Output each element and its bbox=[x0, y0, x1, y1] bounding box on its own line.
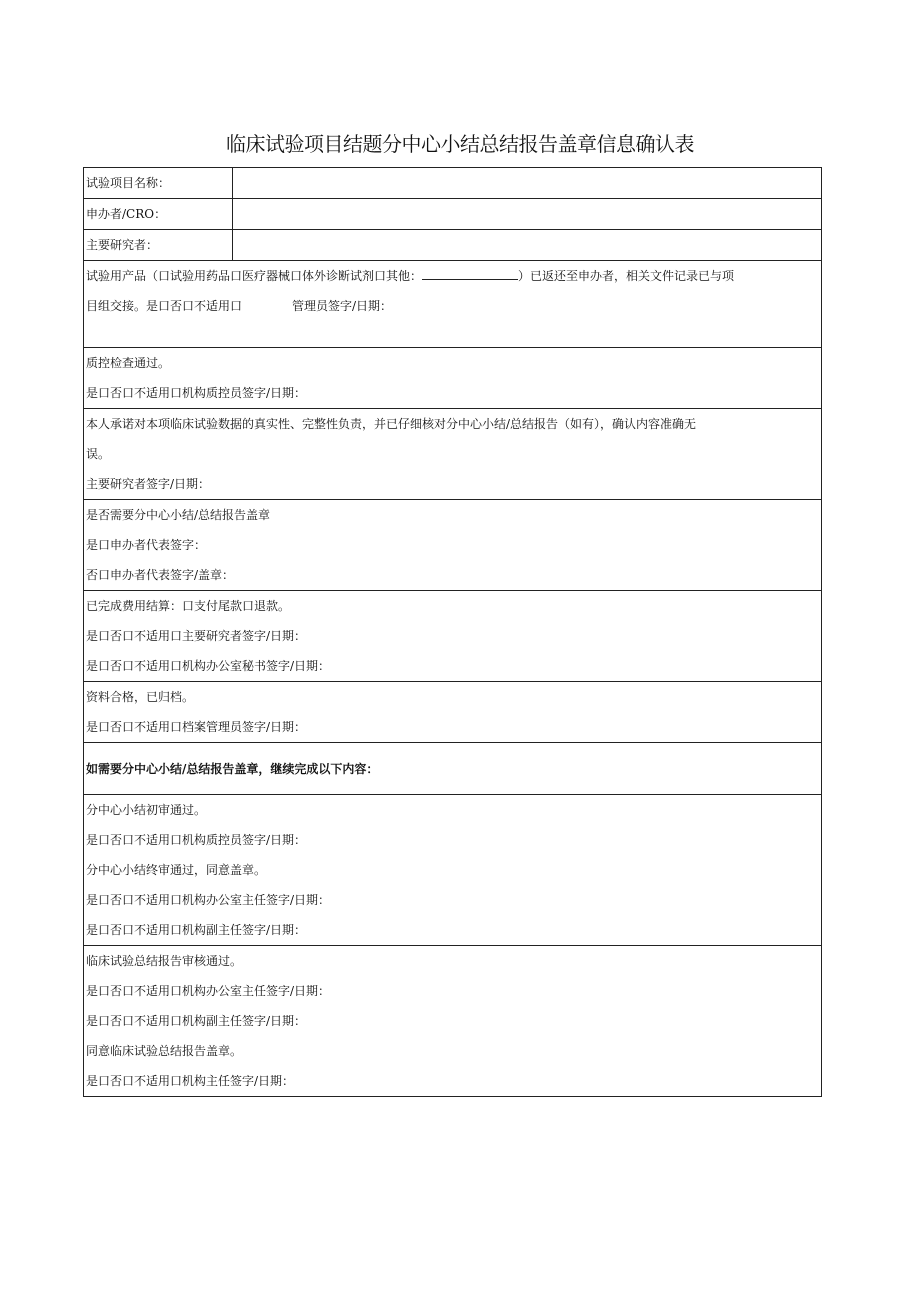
summary-line-1: 临床试验总结报告审核通过。 bbox=[86, 954, 243, 968]
row-project-name bbox=[84, 168, 822, 199]
product-line-2 bbox=[86, 291, 821, 321]
summary-line-5: 是口否口不适用口机构主任签字/日期： bbox=[86, 1074, 295, 1088]
row-commitment bbox=[84, 409, 822, 500]
confirmation-form-table bbox=[83, 167, 822, 1097]
seal-line-3: 否口申办者代表签字/盖章： bbox=[86, 568, 235, 582]
cell-section-heading bbox=[84, 743, 822, 795]
label-project-name: 试验项目名称： bbox=[84, 168, 233, 199]
field-pi[interactable] bbox=[233, 230, 822, 261]
row-archive bbox=[84, 682, 822, 743]
row-seal-need bbox=[84, 500, 822, 591]
label-sponsor: 申办者/CRO： bbox=[84, 199, 233, 230]
seal-line-1: 是否需要分中心小结/总结报告盖章 bbox=[86, 508, 271, 522]
qc-line-2: 是口否口不适用口机构质控员签字/日期： bbox=[86, 386, 307, 400]
cell-qc bbox=[84, 348, 822, 409]
row-sub-center bbox=[84, 795, 822, 946]
summary-line-4: 同意临床试验总结报告盖章。 bbox=[86, 1044, 243, 1058]
payment-line-2: 是口否口不适用口主要研究者签字/日期： bbox=[86, 629, 307, 643]
sub-line-3: 分中心小结终审通过，同意盖章。 bbox=[86, 863, 267, 877]
cell-summary bbox=[84, 946, 822, 1097]
section-heading: 如需要分中心小结/总结报告盖章，继续完成以下内容： bbox=[86, 761, 379, 776]
sub-line-5: 是口否口不适用口机构副主任签字/日期： bbox=[86, 923, 307, 937]
row-sponsor bbox=[84, 199, 822, 230]
commit-line-1: 本人承诺对本项临床试验数据的真实性、完整性负责，并已仔细核对分中心小结/总结报告（如有），确认内容准确无 bbox=[86, 417, 697, 431]
sub-line-2: 是口否口不适用口机构质控员签字/日期： bbox=[86, 833, 307, 847]
row-pi bbox=[84, 230, 822, 261]
commit-line-2: 误。 bbox=[86, 447, 111, 461]
sub-line-4: 是口否口不适用口机构办公室主任签字/日期： bbox=[86, 893, 331, 907]
cell-seal-need bbox=[84, 500, 822, 591]
cell-product-return bbox=[84, 261, 822, 348]
row-payment bbox=[84, 591, 822, 682]
row-summary bbox=[84, 946, 822, 1097]
product-text-a: 试验用产品（口试验用药品口医疗器械口体外诊断试剂口其他： bbox=[86, 269, 423, 283]
row-qc bbox=[84, 348, 822, 409]
product-text-c: 目组交接。是口否口不适用口 bbox=[86, 299, 243, 313]
field-sponsor[interactable] bbox=[233, 199, 822, 230]
label-pi: 主要研究者： bbox=[84, 230, 233, 261]
archive-line-1: 资料合格，已归档。 bbox=[86, 690, 195, 704]
cell-commitment bbox=[84, 409, 822, 500]
archive-line-2: 是口否口不适用口档案管理员签字/日期： bbox=[86, 720, 307, 734]
summary-line-3: 是口否口不适用口机构副主任签字/日期： bbox=[86, 1014, 307, 1028]
cell-archive bbox=[84, 682, 822, 743]
summary-line-2: 是口否口不适用口机构办公室主任签字/日期： bbox=[86, 984, 331, 998]
sub-line-1: 分中心小结初审通过。 bbox=[86, 803, 207, 817]
product-line-1 bbox=[86, 261, 821, 291]
payment-line-1: 已完成费用结算：口支付尾款口退款。 bbox=[86, 599, 291, 613]
field-project-name[interactable] bbox=[233, 168, 822, 199]
page-title: 临床试验项目结题分中心小结总结报告盖章信息确认表 bbox=[226, 132, 694, 156]
qc-line-1: 质控检查通过。 bbox=[86, 356, 171, 370]
seal-line-2: 是口申办者代表签字： bbox=[86, 538, 207, 552]
product-text-b: ）已返还至申办者，相关文件记录已与项 bbox=[518, 269, 735, 283]
commit-line-3: 主要研究者签字/日期： bbox=[86, 477, 211, 491]
other-blank-field[interactable] bbox=[422, 267, 518, 280]
cell-sub-center bbox=[84, 795, 822, 946]
cell-payment bbox=[84, 591, 822, 682]
row-product-return bbox=[84, 261, 822, 348]
payment-line-3: 是口否口不适用口机构办公室秘书签字/日期： bbox=[86, 659, 331, 673]
product-text-d: 管理员签字/日期： bbox=[292, 299, 393, 313]
row-section-heading bbox=[84, 743, 822, 795]
